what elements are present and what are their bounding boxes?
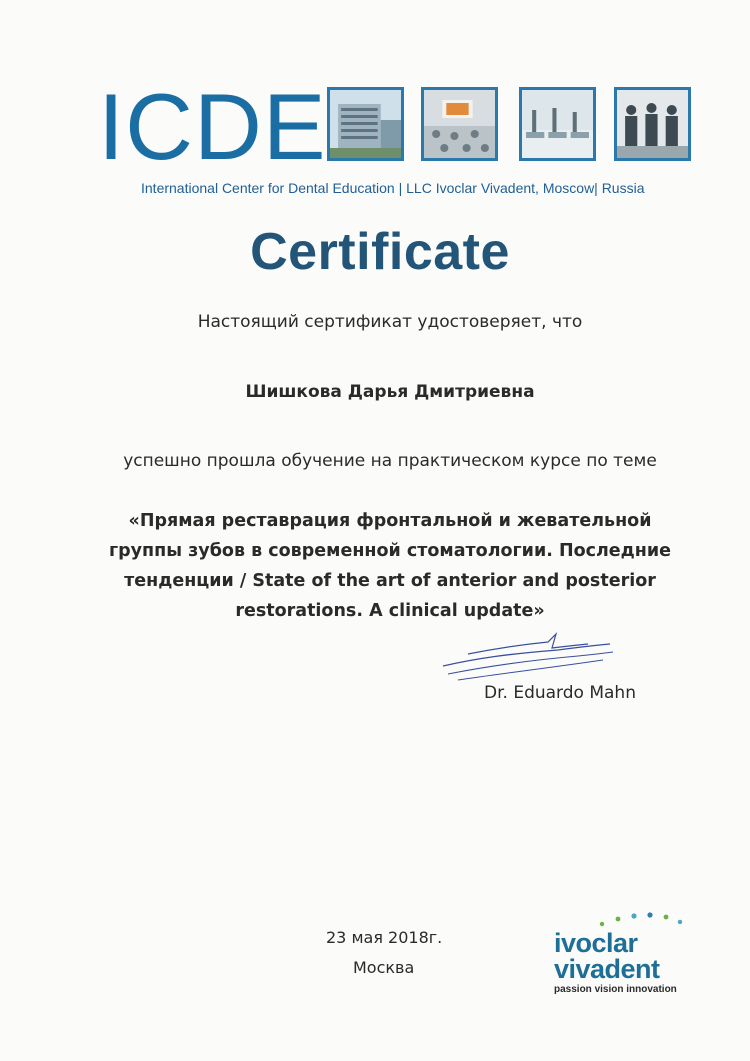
building-photo-icon (327, 87, 404, 161)
issue-date: 23 мая 2018г. (326, 928, 443, 947)
recipient-name: Шишкова Дарья Дмитриевна (245, 382, 535, 402)
issue-city: Москва (353, 958, 415, 977)
course-title (100, 506, 680, 626)
course-line: «Прямая реставрация фронтальной и жевательной (128, 511, 652, 531)
laboratory-photo-icon (519, 87, 596, 161)
icde-logo: ICDE (98, 74, 327, 179)
completion-text: успешно прошла обучение на практическом курсе по теме (123, 451, 657, 471)
logo-dots-icon (596, 910, 686, 930)
ivoclar-vivadent-logo (554, 910, 704, 1005)
brand-slogan: passion vision innovation (554, 984, 677, 995)
people-photo-icon (614, 87, 691, 161)
icde-tagline: International Center for Dental Education | LLC Ivoclar Vivadent, Moscow| Russia (141, 180, 645, 196)
intro-text: Настоящий сертификат удостоверяет, что (197, 312, 583, 332)
course-line: тенденции / State of the art of anterior and posterior (124, 571, 656, 591)
brand-word-vivadent: vivadent (554, 954, 660, 984)
course-line: restorations. A clinical update» (235, 601, 545, 621)
lecture-hall-photo-icon (421, 87, 498, 161)
signer-name: Dr. Eduardo Mahn (484, 683, 636, 703)
certificate-title: Certificate (250, 223, 510, 281)
brand-word-ivoclar: ivoclar (554, 928, 638, 958)
course-line: группы зубов в современной стоматологии. Последние (108, 541, 672, 561)
